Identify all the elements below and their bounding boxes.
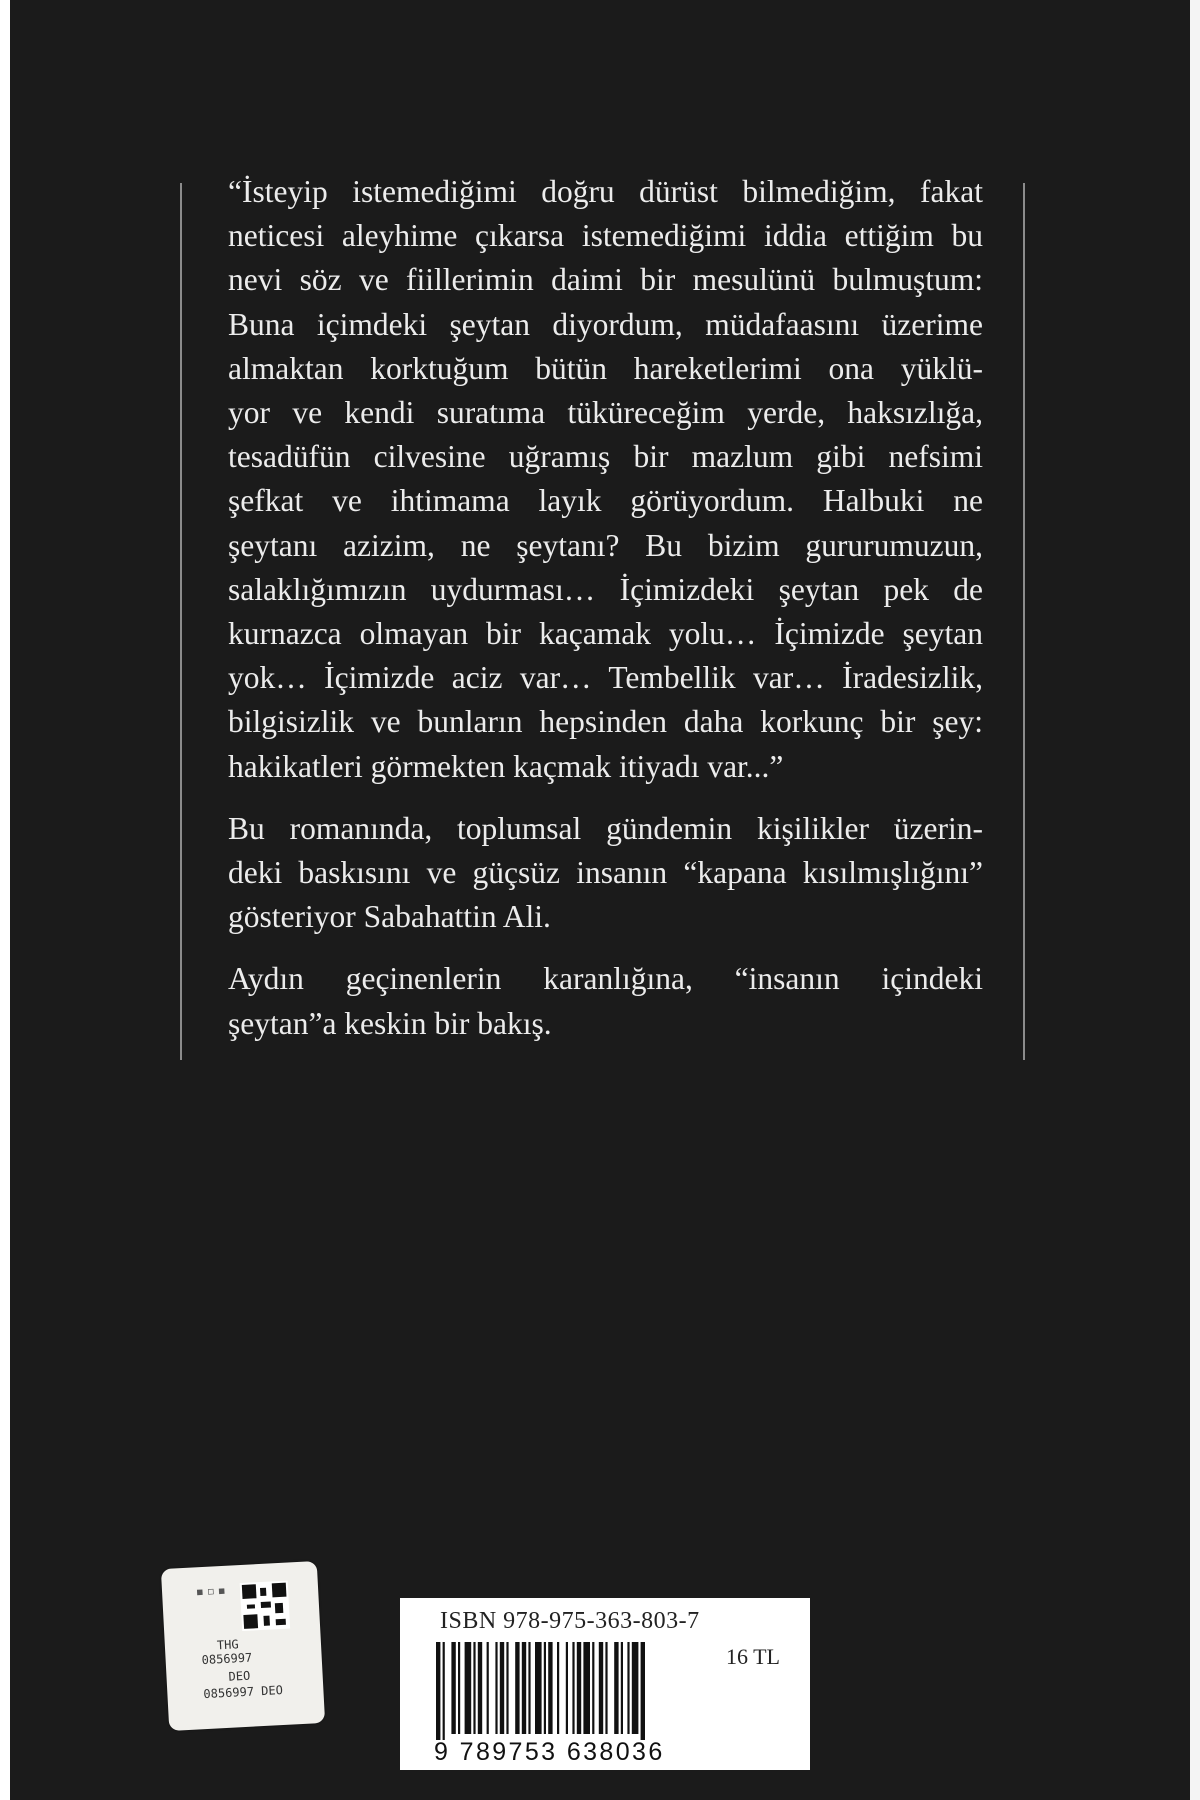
quote-line: yok… İçimizde aciz var… Tembellik var… İradesizlik, (228, 660, 983, 696)
closing-line: Aydın geçinenlerin karanlığına, “insanın içindeki (228, 961, 983, 997)
qr-code-icon (240, 1581, 290, 1631)
quote-line: bilgisizlik ve bunların hepsinden daha korkunç bir şey: (228, 704, 983, 740)
quote-line: nevi söz ve fiillerimin daimi bir mesulünü bulmuştum: (228, 262, 983, 298)
barcode-stripe (487, 1642, 489, 1734)
quote-line: neticesi aleyhime çıkarsa istemediğimi iddia ettiğim bu (228, 218, 983, 254)
barcode-stripe (621, 1642, 623, 1734)
barcode-stripe (506, 1642, 508, 1734)
quote-line: “İsteyip istemediğimi doğru dürüst bilmediğim, fakat (228, 174, 983, 209)
barcode-stripe (605, 1642, 607, 1734)
barcode-stripe (557, 1642, 559, 1734)
description-line: deki baskısını ve güçsüz insanın “kapana kısılmışlığını” (228, 855, 983, 891)
barcode-stripe (495, 1642, 497, 1734)
barcode-stripe (473, 1642, 475, 1734)
barcode-stripe (522, 1642, 526, 1734)
barcode-stripe (465, 1642, 472, 1734)
quote-line: salaklığımızın uydurması… İçimizdeki şeytan pek de (228, 571, 983, 607)
barcode-stripe (577, 1642, 581, 1734)
barcode-stripe (627, 1642, 629, 1734)
closing-line: şeytan”a keskin bir bakış. (228, 1005, 552, 1041)
quote-line: Buna içimdeki şeytan diyordum, müdafaasını üzerime (228, 306, 983, 342)
barcode-stripe (436, 1642, 440, 1740)
barcode-stripe (478, 1642, 482, 1734)
barcode-stripe (566, 1642, 568, 1734)
left-frame-rule (180, 183, 182, 1060)
barcode-stripe (614, 1642, 618, 1734)
ean-digits: 9 789753 638036 (434, 1738, 665, 1766)
barcode-icon (436, 1642, 716, 1740)
barcode-stripe (572, 1642, 574, 1734)
right-frame-rule (1023, 183, 1025, 1060)
barcode-stripe (599, 1642, 603, 1734)
blurb-text (228, 170, 983, 1064)
barcode-stripe (544, 1642, 546, 1734)
barcode-stripe (535, 1642, 542, 1734)
sticker-marks: ▪ ▫ ▪ (195, 1583, 226, 1599)
barcode-stripe (528, 1642, 530, 1734)
store-sticker (161, 1561, 325, 1731)
sticker-code-line: 0856997 DEO (203, 1682, 284, 1702)
quote-line: yor ve kendi suratıma tüküreceğim yerde, haksızlığa, (228, 395, 983, 431)
quote-paragraph (228, 170, 983, 789)
closing-paragraph (228, 957, 983, 1045)
isbn-number: ISBN 978-975-363-803-7 (440, 1608, 700, 1634)
description-line: Bu romanında, toplumsal gündemin kişilikler üzerin- (228, 810, 983, 846)
description-paragraph (228, 807, 983, 940)
quote-line: kurnazca olmayan bir kaçamak yolu… İçimizde şeytan (228, 616, 983, 652)
page-edge (1190, 0, 1200, 1800)
sticker-code-line: THG (216, 1637, 239, 1653)
barcode-stripe (548, 1642, 552, 1734)
barcode-stripe (443, 1642, 445, 1740)
quote-line: tesadüfün cilvesine uğramış bir mazlum gibi nefsimi (228, 439, 983, 475)
barcode-stripe (451, 1642, 455, 1734)
barcode-stripe (641, 1642, 645, 1740)
quote-line: hakikatleri görmekten kaçmak itiyadı var...” (228, 748, 784, 784)
description-line: gösteriyor Sabahattin Ali. (228, 899, 551, 935)
barcode-stripe (632, 1642, 639, 1734)
quote-line: almaktan korktuğum bütün hareketlerimi ona yüklü- (228, 350, 983, 386)
barcode-stripe (592, 1642, 594, 1734)
price-label: 16 TL (726, 1644, 780, 1669)
quote-line: şeytanı azizim, ne şeytanı? Bu bizim gururumuzun, (228, 527, 983, 563)
barcode-stripe (515, 1642, 519, 1734)
sticker-code-line: 0856997 (201, 1650, 253, 1668)
quote-line: şefkat ve ihtimama layık görüyordum. Halbuki ne (228, 483, 983, 519)
barcode-label (400, 1598, 810, 1770)
barcode-stripe (500, 1642, 504, 1734)
sticker-code-line: DEO (228, 1668, 251, 1684)
barcode-stripe (583, 1642, 590, 1734)
barcode-stripe (458, 1642, 460, 1734)
